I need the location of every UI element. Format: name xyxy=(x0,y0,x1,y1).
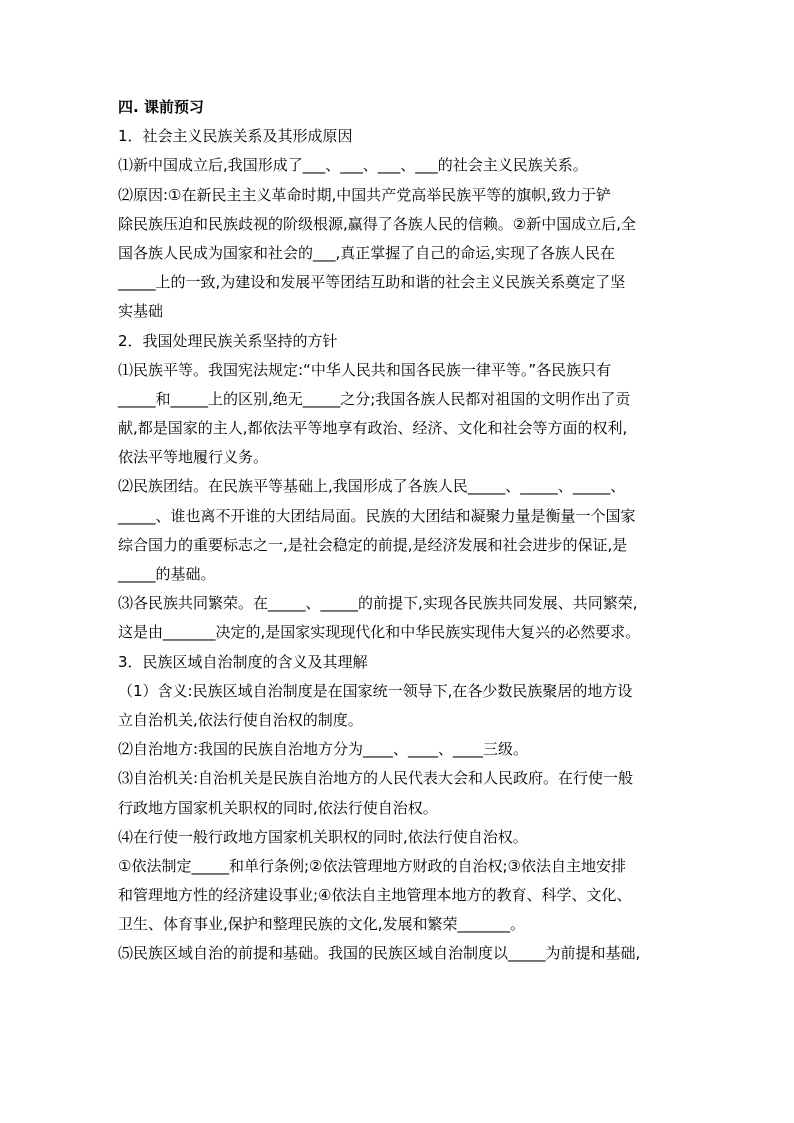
text-line: _____上的一致,为建设和发展平等团结互助和谐的社会主义民族关系奠定了坚 xyxy=(118,273,626,292)
text-line: 综合国力的重要标志之一,是社会稳定的前提,是经济发展和社会进步的保证,是 xyxy=(118,535,628,554)
text-line: ⑴民族平等。我国宪法规定:“中华人民共和国各民族一律平等。”各民族只有 xyxy=(118,360,612,379)
text-line: ①依法制定_____和单行条例;②依法管理地方财政的自治权;③依法自主地安排 xyxy=(118,856,626,875)
subheading-2: 2．我国处理民族关系坚持的方针 xyxy=(118,331,338,350)
text-line: 立自治机关,依法行使自治权的制度。 xyxy=(118,710,363,729)
text-line: _____和_____上的区别,绝无_____之分;我国各族人民都对祖国的文明作出了贡 xyxy=(118,389,631,408)
text-line: ⑵自治地方:我国的民族自治地方分为____、____、____三级。 xyxy=(118,740,529,759)
text-line: 实基础 xyxy=(118,302,164,321)
text-line: ⑵原因:①在新民主主义革命时期,中国共产党高举民族平等的旗帜,致力于铲 xyxy=(118,185,612,204)
text-line: 行政地方国家机关职权的同时,依法行使自治权。 xyxy=(118,798,438,817)
document-body xyxy=(118,93,684,969)
text-line: ⑶自治机关:自治机关是民族自治地方的人民代表大会和人民政府。在行使一般 xyxy=(118,769,634,788)
text-line: 和管理地方性的经济建设事业;④依法自主地管理本地方的教育、科学、文化、 xyxy=(118,886,632,905)
text-line: ⑵民族团结。在民族平等基础上,我国形成了各族人民_____、_____、_____、 xyxy=(118,477,626,496)
subheading-1: 1．社会主义民族关系及其形成原因 xyxy=(118,127,353,146)
text-line: _____的基础。 xyxy=(118,565,216,583)
text-line: 这是由_______决定的,是国家实现现代化和中华民族实现伟大复兴的必然要求。 xyxy=(118,623,641,642)
text-line: ⑸民族区域自治的前提和基础。我国的民族区域自治制度以_____为前提和基础, xyxy=(118,944,641,963)
text-line: _____、谁也离不开谁的大团结局面。民族的大团结和凝聚力量是衡量一个国家 xyxy=(118,506,636,525)
text-line: 国各族人民成为国家和社会的___,真正掌握了自己的命运,实现了各族人民在 xyxy=(118,243,616,262)
text-line: 卫生、体育事业,保护和整理民族的文化,发展和繁荣_______。 xyxy=(118,915,526,934)
text-line: （1）含义:民族区域自治制度是在国家统一领导下,在各少数民族聚居的地方设 xyxy=(118,681,633,700)
text-line: ⑶各民族共同繁荣。在_____、_____的前提下,实现各民族共同发展、共同繁荣, xyxy=(118,594,638,613)
text-line: 依法平等地履行义务。 xyxy=(118,448,269,467)
text-line: ⑴新中国成立后,我国形成了___、___、___、___的社会主义民族关系。 xyxy=(118,156,588,175)
section-heading: 四. 课前预习 xyxy=(118,98,204,116)
text-line: ⑷在行使一般行政地方国家机关职权的同时,依法行使自治权。 xyxy=(118,827,528,846)
subheading-3: 3．民族区域自治制度的含义及其理解 xyxy=(118,652,368,671)
text-line: 献,都是国家的主人,都依法平等地享有政治、经济、文化和社会等方面的权利, xyxy=(118,419,628,438)
text-line: 除民族压迫和民族歧视的阶级根源,赢得了各族人民的信赖。②新中国成立后,全 xyxy=(118,214,636,233)
